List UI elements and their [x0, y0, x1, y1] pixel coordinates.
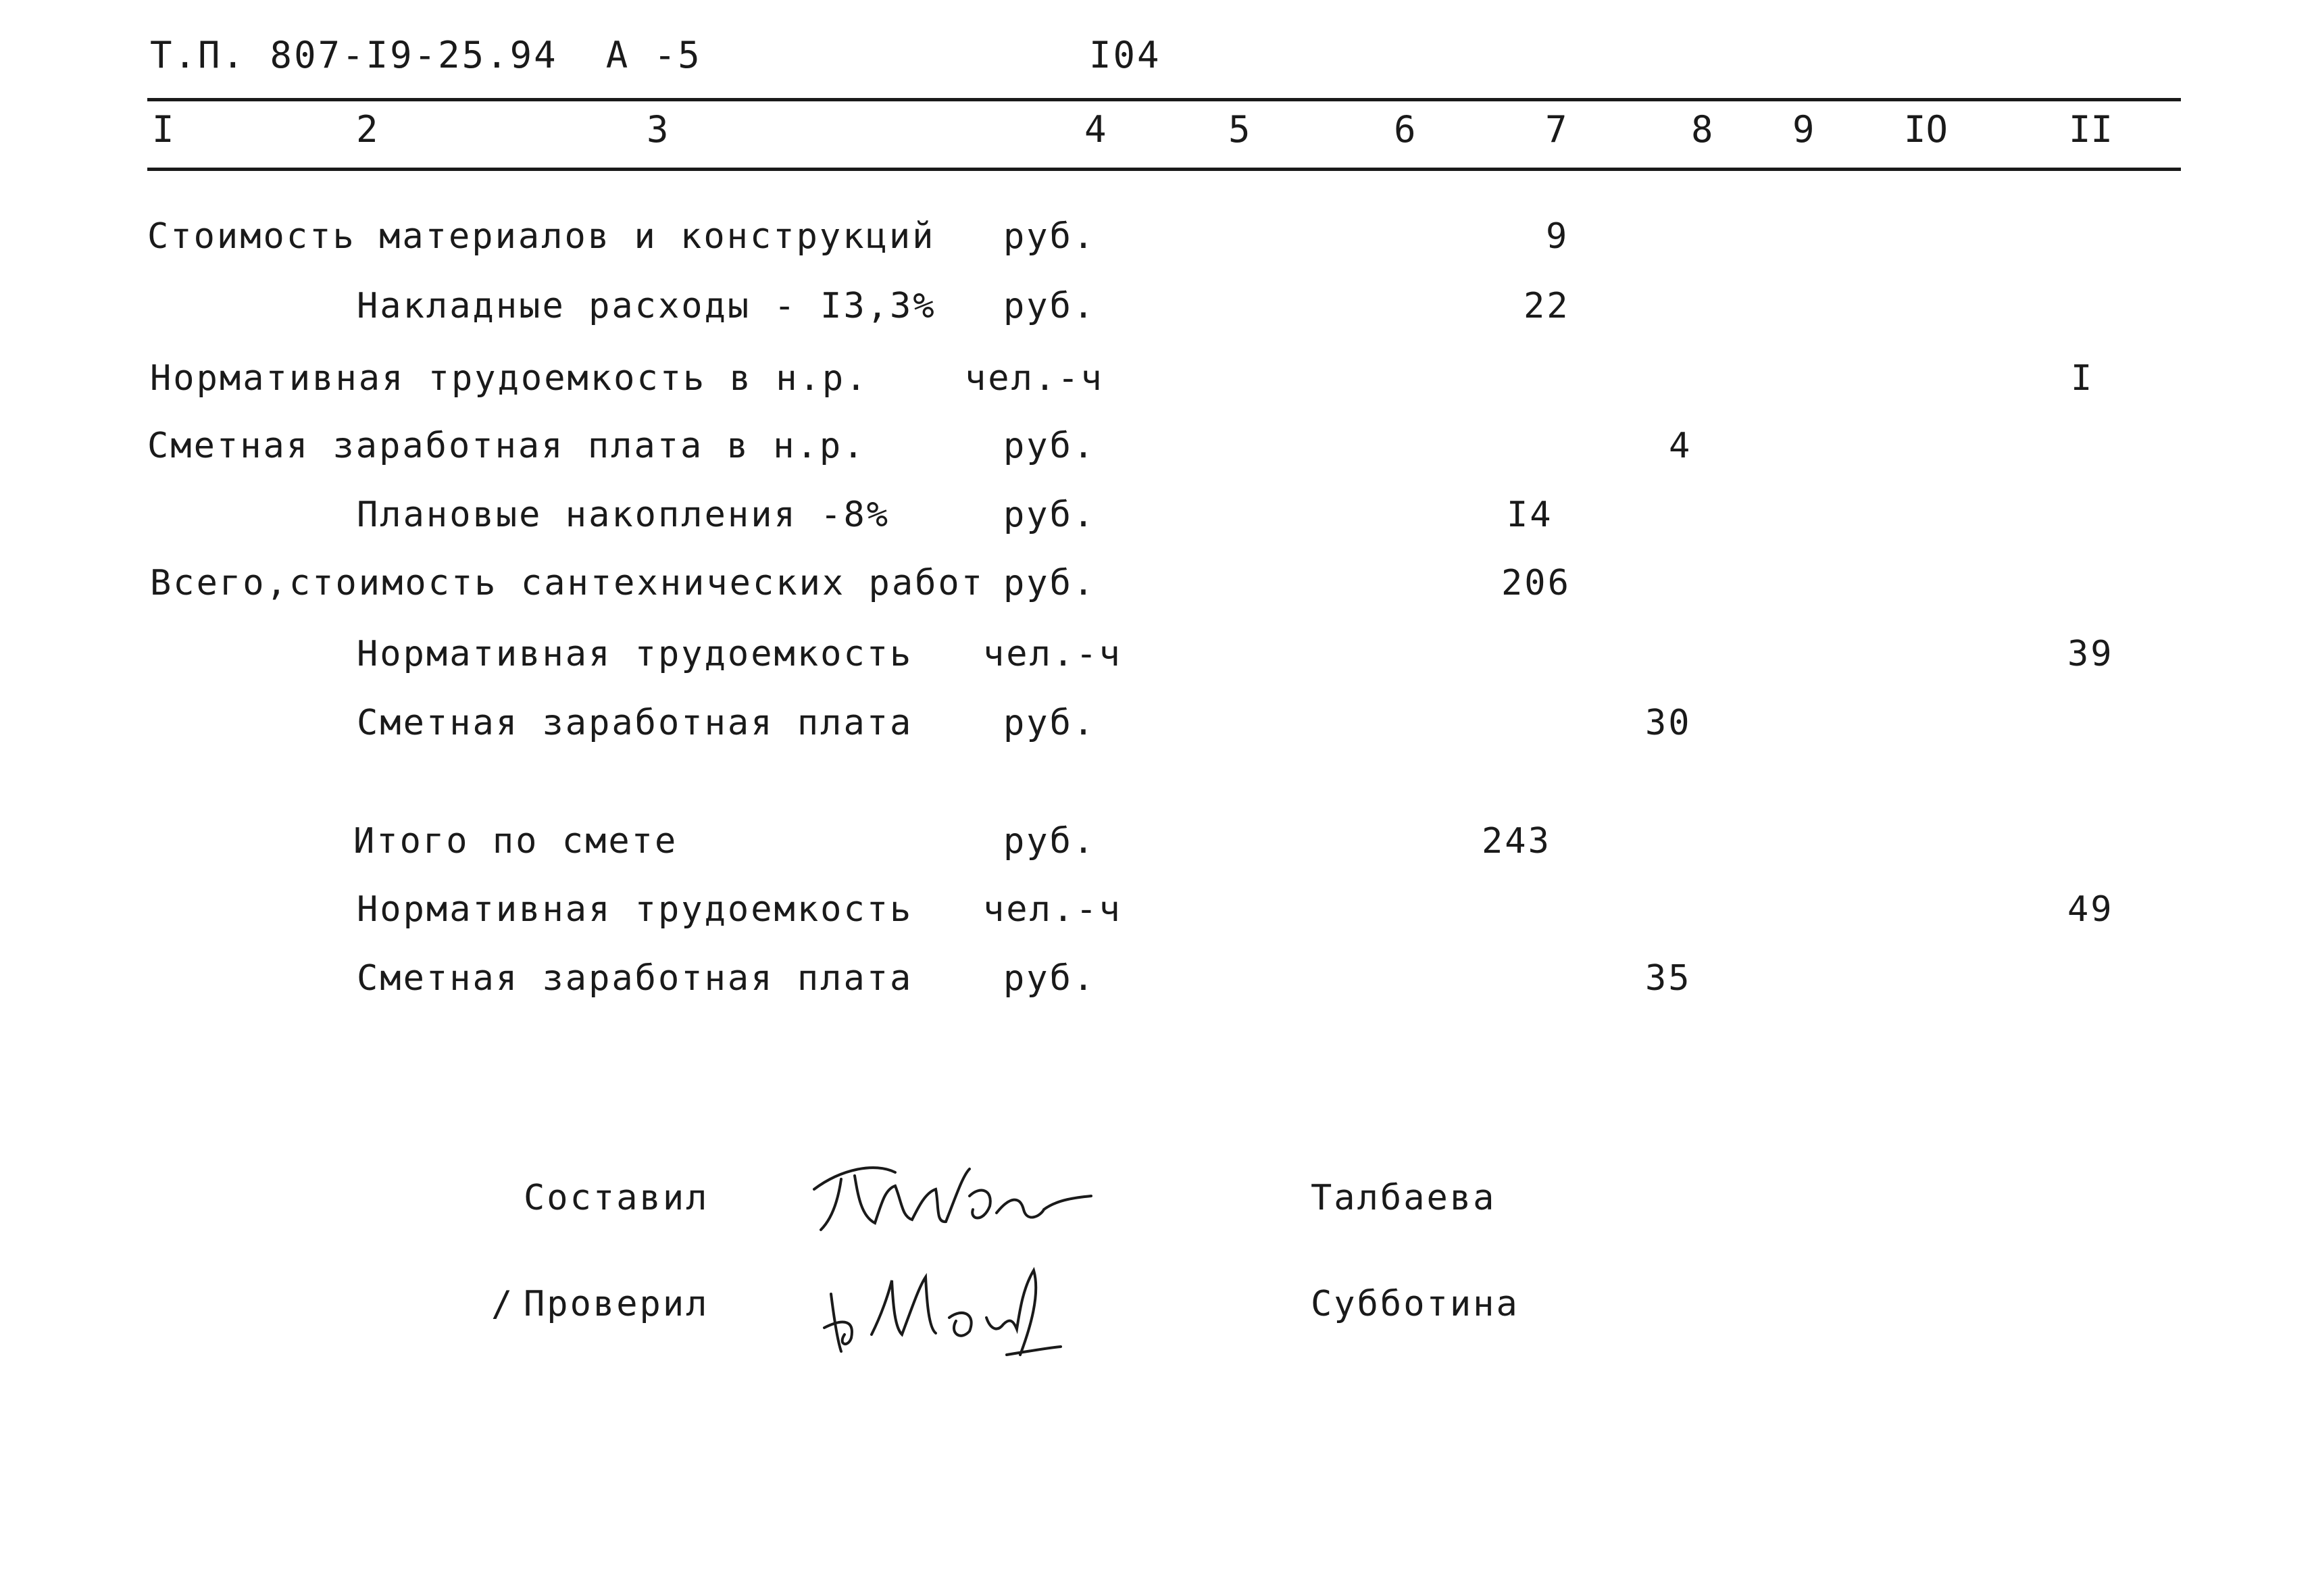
column-number-2: 2 [356, 108, 378, 151]
row-unit: чел.-ч [965, 358, 1104, 399]
row-unit: чел.-ч [983, 634, 1122, 674]
row-value: 35 [1645, 958, 1692, 999]
column-number-8: 8 [1691, 108, 1713, 151]
compiled-signature [801, 1149, 1098, 1243]
compiled-by-label: Составил [524, 1178, 709, 1218]
row-value: I4 [1507, 495, 1553, 535]
row-unit: руб. [1003, 703, 1097, 743]
row-label: Нормативная трудоемкость [357, 634, 913, 674]
row-value: 30 [1645, 703, 1692, 743]
row-value: 4 [1669, 426, 1692, 466]
header-bottom-rule [147, 168, 2181, 171]
row-unit: руб. [1003, 426, 1097, 466]
row-unit: руб. [1003, 286, 1097, 326]
checked-by-name: Субботина [1311, 1284, 1519, 1324]
row-label: Сметная заработная плата [357, 958, 913, 999]
row-unit: руб. [1003, 216, 1097, 257]
row-unit: руб. [1003, 821, 1097, 862]
column-number-4: 4 [1084, 108, 1107, 151]
column-number-5: 5 [1228, 108, 1251, 151]
row-value: 22 [1524, 286, 1570, 326]
row-label: Стоимость материалов и конструкций [147, 216, 936, 257]
row-value: I [2071, 358, 2094, 399]
row-value: 206 [1501, 563, 1571, 603]
row-label: Накладные расходы - I3,3% [357, 286, 936, 326]
row-label: Нормативная трудоемкость [357, 889, 913, 930]
checked-by-label: Проверил [524, 1284, 709, 1324]
row-label: Всего,стоимость сантехнических работ [150, 563, 985, 603]
column-number-7: 7 [1545, 108, 1567, 151]
row-label: Сметная заработная плата [357, 703, 913, 743]
row-value: 243 [1482, 821, 1551, 862]
row-unit: руб. [1003, 958, 1097, 999]
document-code: Т.П. 807-I9-25.94 А -5 [150, 34, 702, 76]
row-label: Плановые накопления -8% [357, 495, 890, 535]
row-label: Итого по смете [353, 821, 678, 862]
column-number-11: II [2069, 108, 2113, 151]
row-unit: руб. [1003, 563, 1097, 603]
row-unit: чел.-ч [983, 889, 1122, 930]
column-number-1: I [152, 108, 174, 151]
checked-by-mark: / [491, 1284, 515, 1324]
column-number-3: 3 [647, 108, 669, 151]
checked-signature [818, 1253, 1067, 1368]
column-number-9: 9 [1792, 108, 1815, 151]
column-number-6: 6 [1394, 108, 1416, 151]
row-label: Сметная заработная плата в н.р. [147, 426, 866, 466]
row-label: Нормативная трудоемкость в н.р. [150, 358, 869, 399]
row-unit: руб. [1003, 495, 1097, 535]
top-rule [147, 98, 2181, 101]
column-number-10: IO [1904, 108, 1948, 151]
page-number: I04 [1089, 34, 1161, 76]
row-value: 49 [2067, 889, 2114, 930]
row-value: 39 [2067, 634, 2114, 674]
compiled-by-name: Талбаева [1311, 1178, 1496, 1218]
row-value: 9 [1546, 216, 1569, 257]
